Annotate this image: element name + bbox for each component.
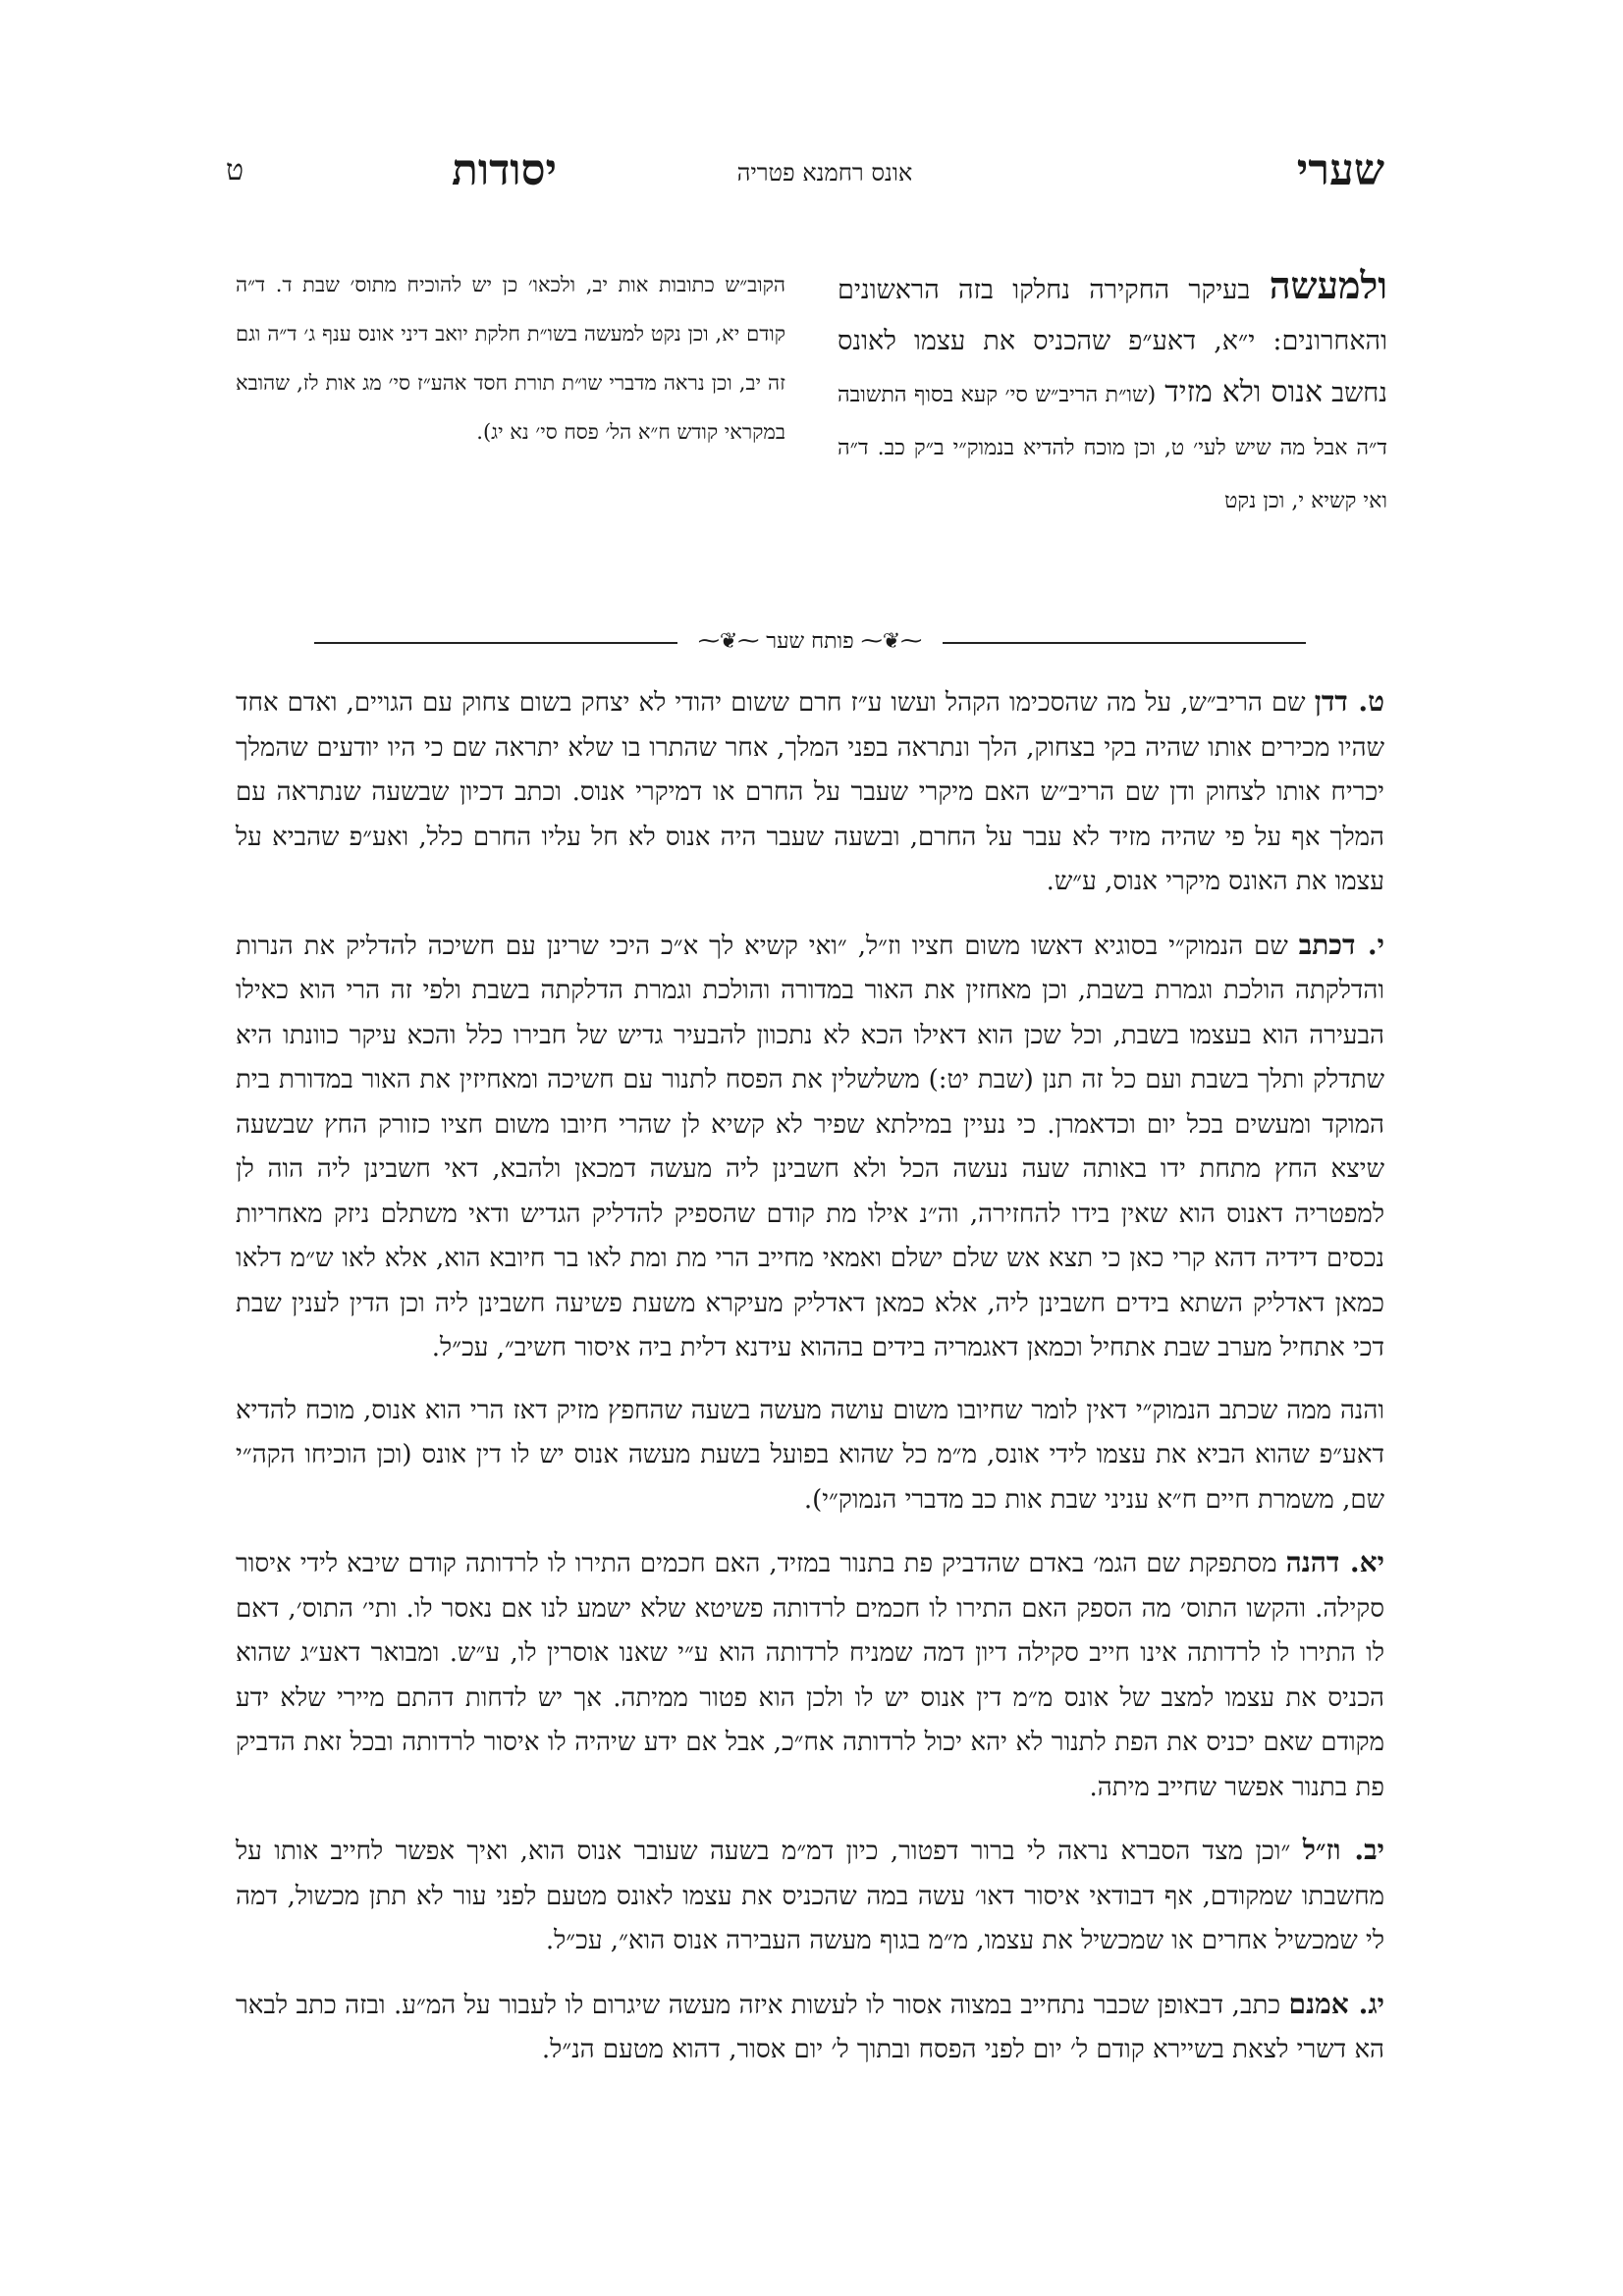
paragraph-lead: ט. דדן xyxy=(1314,685,1384,718)
top-left-paragraph: הקוב״ש כתובות אות יב, ולכאו׳ כן יש להוכיח מתוס׳ שבת ד. ד״ה קודם יא, וכן נקט למעשה בשו״ת חלקת יואב דיני אונס ענף ג׳ ד״ה וגם זה יב, וכן נראה מדברי שו״ת תורת חסד אהע״ז סי׳ מג אות לז, שהובא במקראי קודש ח״א הל׳ פסח סי׳ נא יג). xyxy=(236,273,785,444)
top-right-paragraph xyxy=(838,260,1387,527)
footnote-paragraph xyxy=(236,1828,1384,1964)
footnote-paragraph xyxy=(236,923,1384,1371)
header-word-right: שערי xyxy=(1296,145,1384,195)
divider-line-right xyxy=(943,642,1306,644)
footnote-paragraph xyxy=(236,1982,1384,2073)
divider-text: פותח שער xyxy=(766,629,854,654)
main-text xyxy=(236,679,1384,2091)
ornament-icon: ⁓❦⁓ xyxy=(697,629,760,654)
divider-label xyxy=(677,628,943,654)
header-center-title: אונס רחמנא פטריה xyxy=(736,159,913,187)
paragraph-lead: יג. אמנם xyxy=(1288,1987,1385,2020)
ornament-icon: ⁓❦⁓ xyxy=(860,629,923,654)
lead-word: ולמעשה xyxy=(1269,263,1387,307)
source-citation: (שו״ת הריב״ש סי׳ קעא בסוף התשובה ד״ה אבל מה שיש לעי׳ ט, וכן מוכח להדיא בנמוק״י ב״ק כב. ד״ה ואי קשיא י, וכן נקט xyxy=(838,383,1387,513)
paragraph-text: והנה ממה שכתב הנמוק״י דאין לומר שחיובו משום עושה מעשה בשעה שהחפץ מזיק דאז הרי הוא אנוס, מוכח להדיא דאע״פ שהוא הביא את עצמו לידי אונס, מ״מ כל שהוא בפועל בשעת מעשה אנוס יש לו דין אונס (וכן הוכיחו הקה״י שם, משמרת חיים ח״א עניני שבת אות כב מדברי הנמוק״י). xyxy=(236,1395,1384,1515)
footnote-paragraph xyxy=(236,1389,1384,1523)
section-divider xyxy=(314,628,1306,658)
paragraph-text: כתב, דבאופן שכבר נתחייב במצוה אסור לו לעשות איזה מעשה שיגרום לו לעבור על המ״ע. ובזה כתב לבאר הא דשרי לצאת בשיירא קודם ל׳ יום לפני הפסח ובתוך ל׳ יום אסור, דהוא מטעם הנ״ל. xyxy=(236,1990,1384,2064)
text-segment: דאע״פ שהכניס את עצמו לאונס נחשב xyxy=(838,326,1387,408)
page-header xyxy=(226,145,1384,214)
emphasis-phrase: אנוס ולא מזיד xyxy=(1164,375,1324,409)
footnote-paragraph xyxy=(236,679,1384,905)
paragraph-text: ״וכן מצד הסברא נראה לי ברור דפטור, כיון דמ״מ בשעה שעובר אנוס הוא, ואיך אפשר לחייב אותו על מחשבתו שמקודם, אף דבודאי איסור דאו׳ עשה במה שהכניס את עצמו לאונס מטעם לפני עור לא תתן מכשול, דמה לי שמכשיל אחרים או שמכשיל את עצמו, מ״מ בגוף מעשה העבירה אנוס הוא״, עכ״ל. xyxy=(236,1837,1384,1955)
page-number: ט xyxy=(226,153,244,187)
text-segment: בעיקר החקירה נחלקו בזה הראשונים והאחרונים: י״א, xyxy=(838,275,1387,356)
paragraph-lead: יב. וז״ל xyxy=(1302,1834,1384,1866)
paragraph-text: שם הנמוק״י בסוגיא דאשו משום חציו וז״ל, ״ואי קשיא לך א״כ היכי שרינן עם חשיכה להדליק את הנרות והדלקתה הולכת וגמרת בשבת, וכן מאחזין את האור במדורה והולכת וגמרת הדלקתה בשבת ולפי זה הרי הוא כאילו הבעירה הוא בעצמו בשבת, וכל שכן הוא דאילו הכא לא נתכוון להבעיר גדיש של חבירו כלל והכא עיקר כוונתו היא שתדלק ותלך בשבת ועם כל זה תנן (שבת יט:) משלשלין את הפסח לתנור עם חשיכה ומאחיזין את האור במדורת בית המוקד ומעשים בכל יום וכדאמרן. כי נעיין במילתא שפיר לא קשיא לן שהרי חיובו משום חציו כזורק החץ שבשעה שיצא החץ מתחת ידו באותה שעה נעשה הכל ולא חשבינן ליה מעשה דמכאן ולהבא, דאי חשבינן ליה הוה לן למפטריה דאנוס הוא שאין בידו להחזירה, וה״נ אילו מת קודם שהספיק להדליק הגדיש ודאי משתלם ניזק מאחריות נכסים דידיה דהא קרי כאן כי תצא אש שלם ישלם ואמאי מחייב הרי מת ומת לאו בר חיובא הוא, אלא לאו ש״מ דלאו כמאן דאדליק השתא בידים חשבינן ליה, אלא כמאן דאדליק מעיקרא משעת פשיעה חשבינן ליה וכן הדין לענין שבת דכי אתחיל מערב שבת אתחיל וכמאן דאגמריה בידים בההוא עידנא דלית ביה איסור חשיב״, עכ״ל. xyxy=(236,931,1384,1362)
divider-line-left xyxy=(314,642,677,644)
top-left-column xyxy=(236,260,785,456)
paragraph-text: שם הריב״ש, על מה שהסכימו הקהל ועשו ע״ז חרם ששום יהודי לא יצחק בשום צחוק עם הגויים, ואדם אחד שהיו מכירים אותו שהיה בקי בצחוק, הלך ונתראה בפני המלך, אחר שהתרו בו שלא יתראה שם כי היו יודעים שהמלך יכריח אותו לצחוק ודן שם הריב״ש האם מיקרי שעבר על החרם או דמיקרי אנוס. וכתב דכיון שבשעה שנתראה עם המלך אף על פי שהיה מזיד לא עבר על החרם, ובשעה שעבר היה אנוס לא חל עליו החרם כלל, ואע״פ שהביא על עצמו את האונס מיקרי אנוס, ע״ש. xyxy=(236,688,1384,896)
paragraph-lead: י. דכתב xyxy=(1298,928,1384,961)
paragraph-text: מסתפקת שם הגמ׳ באדם שהדביק פת בתנור במזיד, האם חכמים התירו לו לרדותה קודם שיבא לידי איסור סקילה. והקשו התוס׳ מה הספק האם התירו לו חכמים לרדותה פשיטא שלא ישמע לנו אם נאסר לו. ותי׳ התוס׳, דאם לו התירו לו לרדותה אינו חייב סקילה דיון דמה שמניח לרדותה הוא ע״י שאנו אוסרין לו, ע״ש. ומבואר דאע״ג שהוא הכניס את עצמו למצב של אונס מ״מ דין אנוס יש לו ולכן הוא פטור ממיתה. אך יש לדחות דהתם מיירי שלא ידע מקודם שאם יכניס את הפת לתנור לא יהא יכול לרדותה אח״כ, אבל אם ידע שיהיה לו איסור לרדותה ובכל זאת הדביק פת בתנור אפשר שחייב מיתה. xyxy=(236,1549,1384,1802)
header-word-left: יסודות xyxy=(452,145,558,195)
paragraph-lead: יא. דהנה xyxy=(1285,1546,1384,1578)
footnote-paragraph xyxy=(236,1540,1384,1810)
top-right-column xyxy=(838,260,1387,527)
